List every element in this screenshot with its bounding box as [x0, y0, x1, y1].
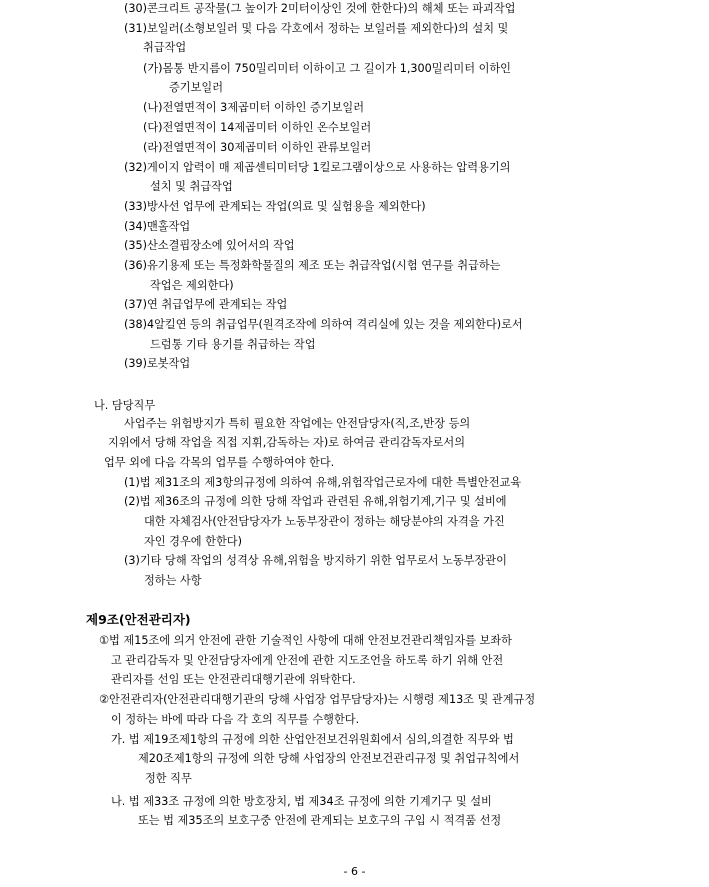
item-35: (35)산소결핍장소에 있어서의 작업	[124, 239, 295, 252]
intro-line: 업무 외에 다음 각목의 업무를 수행하여야 한다.	[104, 456, 335, 469]
subitem-ra: (라)전열면적이 30제곱미터 이하인 관류보일러	[143, 141, 372, 154]
text-line: 드럼통 기타 용기를 취급하는 작업	[150, 338, 316, 351]
text-line: (3)기타 당해 작업의 성격상 유해,위험을 방지하기 위한 업무로서 노동부장관이	[124, 554, 507, 567]
text-line: 또는 법 제35조의 보호구중 안전에 관계되는 보호구의 구입 시 적격품 선정	[138, 814, 502, 827]
text-line: (38)4알킬연 등의 취급업무(원격조작에 의하여 격리실에 있는 것을 제외한다)로서	[124, 318, 523, 331]
text-line: 가. 법 제19조제1항의 규정에 의한 산업안전보건위원회에서 심의,의결한 직무와 법	[111, 733, 514, 746]
text-line: 증기보일러	[169, 81, 224, 94]
text-line: 제20조제1항의 규정에 의한 당해 사업장의 안전보건관리규정 및 취업규칙에서	[138, 752, 520, 765]
text-line: 대한 자체검사(안전담당자가 노동부장관이 정하는 해당분야의 자격을 가진	[144, 515, 505, 528]
text-line: 고 관리감독자 및 안전담당자에게 안전에 관한 지도조언을 하도록 하기 위해 안전	[111, 654, 504, 667]
intro-line: 사업주는 위험방지가 특히 필요한 작업에는 안전담당자(직,조,반장 등의	[124, 417, 471, 430]
text-line: (가)몸통 반지름이 750밀리미터 이하이고 그 길이가 1,300밀리미터 이하인	[143, 62, 511, 75]
text-line: (2)법 제36조의 규정에 의한 당해 작업과 관련된 유해,위험기계,기구 및 설비에	[124, 495, 507, 508]
text-line: (36)유기용제 또는 특정화학물질의 제조 또는 취급작업(시험 연구를 취급하는	[124, 259, 501, 272]
text-line: 나. 법 제33조 규정에 의한 방호장치, 법 제34조 규정에 의한 기계기구 및 설비	[111, 795, 492, 808]
subitem-da: (다)전열면적이 14제곱미터 이하인 온수보일러	[143, 121, 372, 134]
article-title: 제9조(안전관리자)	[86, 612, 191, 627]
item-39: (39)로봇작업	[124, 357, 191, 370]
text-line: 자인 경우에 한한다)	[144, 535, 242, 548]
item-37: (37)연 취급업무에 관계되는 작업	[124, 298, 288, 311]
section-heading: 나. 담당직무	[94, 399, 156, 412]
text-line: (32)게이지 압력이 매 제곱센티미터당 1킬로그램이상으로 사용하는 압력용기의	[124, 161, 511, 174]
text-line: 정하는 사항	[144, 574, 202, 587]
text-line: (31)보일러(소형보일러 및 다음 각호에서 정하는 보일러를 제외한다)의 설치 및	[124, 22, 509, 35]
text-line: 설치 및 취급작업	[150, 180, 233, 193]
text-line: 정한 직무	[145, 772, 192, 785]
text-line: 작업은 제외한다)	[150, 279, 234, 292]
text-line: 이 정하는 바에 따라 다음 각 호의 직무를 수행한다.	[111, 713, 360, 726]
page-number: - 6 -	[343, 865, 366, 878]
text-line: 관리자를 선임 또는 안전관리대행기관에 위탁한다.	[111, 673, 356, 686]
item-34: (34)맨홀작업	[124, 220, 191, 233]
text-line: (30)콘크리트 공작물(그 높이가 2미터이상인 것에 한한다)의 해체 또는 파괴작업	[124, 2, 516, 15]
text-line: ①법 제15조에 의거 안전에 관한 기술적인 사항에 대해 안전보건관리책임자를 보좌하	[99, 634, 512, 647]
duty-item-1: (1)법 제31조의 제3항의규정에 의하여 유해,위험작업근로자에 대한 특별안전교육	[124, 476, 522, 489]
subitem-na: (나)전열면적이 3제곱미터 이하인 증기보일러	[143, 101, 365, 114]
intro-line: 지위에서 당해 작업을 직접 지휘,감독하는 자)로 하여금 관리감독자로서의	[108, 436, 466, 449]
text-line: 취급작업	[143, 41, 187, 54]
text-line: ②안전관리자(안전관리대행기관의 당해 사업장 업무담당자)는 시행령 제13조 및 관계규정	[99, 693, 536, 706]
item-33: (33)방사선 업무에 관계되는 작업(의료 및 실험용을 제외한다)	[124, 200, 426, 213]
